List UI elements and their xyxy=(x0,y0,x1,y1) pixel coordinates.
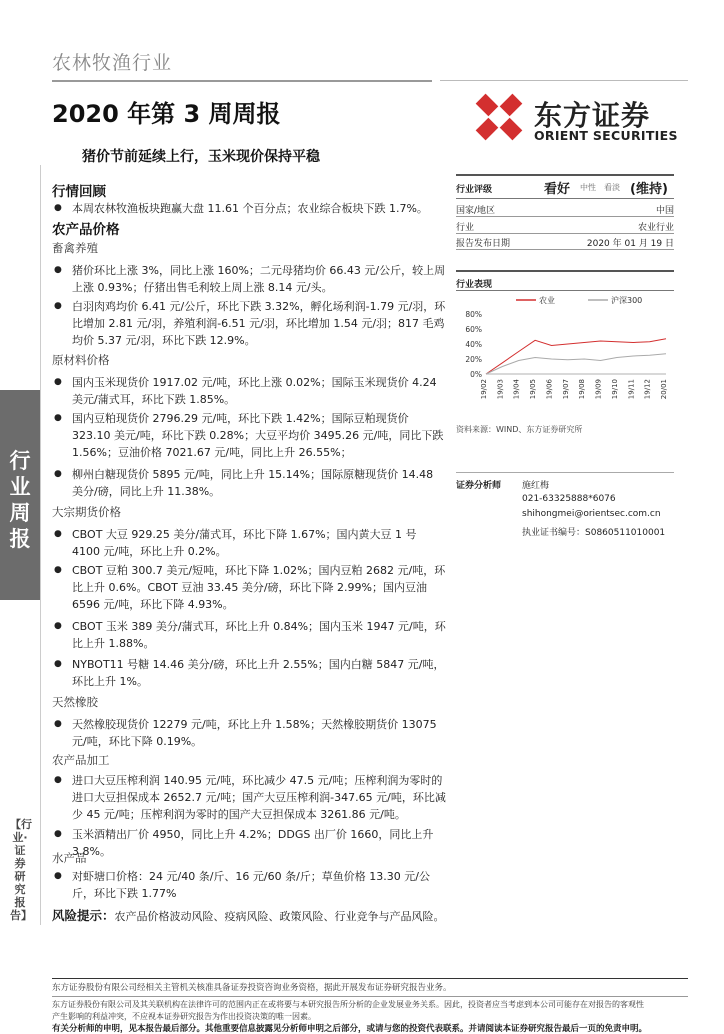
bullet-item xyxy=(54,656,447,690)
footer-line-2: 东方证券股份有限公司及其关联机构在法律许可的范围内正在或将要与本研究报告所分析的企业发展业务关系。因此，投资者应当考虑到本公司可能存在对报告的客观性 xyxy=(52,1000,644,1009)
sector-title: 农林牧渔行业 xyxy=(52,52,173,74)
footer-line-4-text: 有关分析师的申明，见本报告最后部分。其他重要信息披露见分析师申明之后部分，或请与您的投资代表联系。并请阅读本证券研究报告最后一页的免责申明。 xyxy=(52,1024,648,1034)
bullet-text: CBOT 玉米 389 美分/蒲式耳，环比上升 0.84%；国内玉米 1947 元/吨，环比上升 1.88%。 xyxy=(72,620,446,650)
bullet-dot-icon: ● xyxy=(54,871,62,881)
x-tick-label: 19/06 xyxy=(545,379,554,400)
bullet-item xyxy=(54,868,447,902)
bullet-dot-icon: ● xyxy=(54,377,62,387)
rating-keep: (维持) xyxy=(630,182,668,197)
x-tick-label: 19/09 xyxy=(594,379,603,400)
rating-mid: 中性 xyxy=(580,183,596,192)
analyst-label: 证券分析师 xyxy=(456,481,502,491)
bullet-item xyxy=(54,526,447,560)
logo-text-cn: 东方证券 xyxy=(534,99,651,132)
x-tick-label: 19/03 xyxy=(496,379,505,400)
bullet-dot-icon: ● xyxy=(54,469,62,479)
report-subtitle: 猪价节前延续上行，玉米现价保持平稳 xyxy=(82,149,320,165)
bullet-dot-icon: ● xyxy=(54,265,62,275)
header-rule xyxy=(52,80,432,82)
analyst-rule xyxy=(456,472,674,473)
y-tick-label: 60% xyxy=(465,325,482,334)
report-title: 2020 年第 3 周周报 xyxy=(52,100,281,128)
bullet-item xyxy=(54,410,447,461)
sub-aquatic: 水产品 xyxy=(52,851,87,865)
left-divider xyxy=(40,165,41,925)
section-prices: 农产品价格 xyxy=(52,222,120,238)
rating-main: 看好 xyxy=(544,182,571,197)
bullet-dot-icon: ● xyxy=(54,203,62,213)
bullet-text: 白羽肉鸡均价 6.41 元/公斤，环比下跌 3.32%，孵化场利润-1.79 元/羽，环比增加 2.81 元/羽，养殖利润-6.51 元/羽，环比增加 1.54 元/羽；817 毛鸡均价 5.37 元/羽，环比下跌 12.9%。 xyxy=(72,300,446,347)
side-label: 行业周报 xyxy=(9,449,31,551)
x-tick-label: 19/02 xyxy=(480,379,488,400)
info-rule xyxy=(456,233,674,234)
bullet-dot-icon: ● xyxy=(54,659,62,669)
bullet-item xyxy=(54,298,447,349)
bullet-item xyxy=(54,562,447,613)
footer-rule xyxy=(52,978,688,979)
date-label: 报告发布日期 xyxy=(456,239,511,249)
series-line-农业 xyxy=(486,339,666,374)
info-rule xyxy=(456,249,674,250)
bullet-dot-icon: ● xyxy=(54,529,62,539)
analyst-name: 施红梅 xyxy=(522,481,550,491)
bullet-text: CBOT 大豆 929.25 美分/蒲式耳，环比下降 1.67%；国内黄大豆 1 号 4100 元/吨，环比上升 0.2%。 xyxy=(72,528,417,558)
legend-label: 沪深300 xyxy=(611,296,643,305)
bullet-item xyxy=(54,374,447,408)
industry-label: 行业 xyxy=(456,223,475,233)
bullet-text: 进口大豆压榨利润 140.95 元/吨，环比减少 47.5 元/吨；压榨利润为零时的进口大豆担保成本 2652.7 元/吨；国产大豆压榨利润-347.65 元/吨，环比减少 45 元/吨；压榨利润为零时的国产大豆担保成本 3261.86 元/吨。 xyxy=(72,774,446,821)
bullet-dot-icon: ● xyxy=(54,565,62,575)
bullet-dot-icon: ● xyxy=(54,719,62,729)
bullet-text: 猪价环比上涨 3%，同比上涨 160%；二元母猪均价 66.43 元/公斤，较上周上涨 0.93%；仔猪出售毛利较上周上涨 8.14 元/头。 xyxy=(72,264,446,294)
bullet-item xyxy=(54,466,447,500)
bullet-item xyxy=(54,262,447,296)
rating-row xyxy=(456,174,674,199)
analyst-phone: 021-63325888*6076 xyxy=(522,494,616,504)
bullet-dot-icon: ● xyxy=(54,775,62,785)
date-value: 2020 年 01 月 19 日 xyxy=(586,239,674,249)
bullet-text: 天然橡胶现货价 12279 元/吨，环比上升 1.58%；天然橡胶期货价 13075 元/吨，环比下降 0.19%。 xyxy=(72,718,437,748)
header-rule-right xyxy=(440,80,688,81)
bullet-text: 柳州白糖现货价 5895 元/吨，同比上升 15.14%；国际原糖现货价 14.48 美分/磅，同比上升 11.38%。 xyxy=(72,468,434,498)
x-tick-label: 19/07 xyxy=(561,379,570,400)
chart-source: 资料来源：WIND、东方证券研究所 xyxy=(456,425,583,434)
sub-materials: 原材料价格 xyxy=(52,353,110,367)
footer-rule-2 xyxy=(52,996,688,997)
bullet-text: 玉米酒精出厂价 4950，同比上升 4.2%；DDGS 出厂价 1660，同比上升 3.8%。 xyxy=(72,828,434,858)
country-label: 国家/地区 xyxy=(456,206,496,216)
bullet-dot-icon: ● xyxy=(54,621,62,631)
bullet-text: 本周农林牧渔板块跑赢大盘 11.61 个百分点；农业综合板块下跌 1.7%。 xyxy=(72,202,428,215)
bullet-dot-icon: ● xyxy=(54,413,62,423)
rating-label: 行业评级 xyxy=(456,185,493,195)
bullet-item xyxy=(54,200,447,217)
bullet-item xyxy=(54,716,447,750)
rating-low: 看淡 xyxy=(604,183,620,192)
perf-header xyxy=(456,270,674,291)
legend-label: 农业 xyxy=(539,296,555,305)
footer-line-1: 东方证券股份有限公司经相关主管机关核准具备证券投资咨询业务资格，据此开展发布证券研究报告业务。 xyxy=(52,983,452,993)
risk-label: 风险提示： xyxy=(52,908,115,923)
bullet-dot-icon: ● xyxy=(54,829,62,839)
info-rule xyxy=(456,216,674,217)
x-tick-label: 19/04 xyxy=(512,379,521,400)
sub-futures: 大宗期货价格 xyxy=(52,505,121,519)
y-tick-label: 40% xyxy=(465,340,482,349)
y-tick-label: 0% xyxy=(470,370,482,379)
x-tick-label: 19/05 xyxy=(529,379,538,400)
country-value: 中国 xyxy=(655,206,674,216)
x-tick-label: 19/08 xyxy=(578,379,587,400)
bullet-text: 国内玉米现货价 1917.02 元/吨，环比上涨 0.02%；国际玉米现货价 4.24 美元/蒲式耳，环比下跌 1.85%。 xyxy=(72,376,437,406)
bullet-text: NYBOT11 号糖 14.46 美分/磅，环比上升 2.55%；国内白糖 5847 元/吨，环比上升 1%。 xyxy=(72,658,445,688)
y-tick-label: 80% xyxy=(465,310,482,319)
x-tick-label: 19/12 xyxy=(643,379,652,400)
bullet-dot-icon: ● xyxy=(54,301,62,311)
risk-line xyxy=(52,906,447,924)
orient-logo-icon xyxy=(470,88,528,146)
bullet-item xyxy=(54,618,447,652)
industry-performance-chart xyxy=(456,290,674,408)
logo-text-en: ORIENT SECURITIES xyxy=(534,128,678,143)
industry-value: 农业行业 xyxy=(637,223,674,233)
bullet-text: CBOT 豆粕 300.7 美元/短吨，环比下降 1.02%；国内豆粕 2682 元/吨，环比上升 0.6%。CBOT 豆油 33.45 美分/磅，环比下降 2.99%；国内豆油 6596 元/吨，环比下降 4.93%。 xyxy=(72,564,446,611)
bullet-item xyxy=(54,772,447,823)
series-line-沪深300 xyxy=(486,354,666,374)
bullet-text: 对虾塘口价格：24 元/40 条/斤、16 元/60 条/斤；草鱼价格 13.30 元/公斤，环比下跌 1.77% xyxy=(72,870,430,900)
perf-title: 行业表现 xyxy=(456,280,493,290)
side-bottom-label: 【行业·证券研究报告】 xyxy=(10,818,32,922)
risk-text: 农产品价格波动风险、疫病风险、政策风险、行业竞争与产品风险。 xyxy=(114,910,445,923)
x-tick-label: 19/11 xyxy=(627,379,636,400)
y-tick-label: 20% xyxy=(465,355,482,364)
x-tick-label: 19/10 xyxy=(610,379,619,400)
bullet-text: 国内豆粕现货价 2796.29 元/吨，环比下跌 1.42%；国际豆粕现货价 323.10 美元/吨，环比下跌 0.28%；大豆平均价 3495.26 元/吨，同比下跌 1.56%；豆油价格 7021.67 元/吨，同比上升 26.55%； xyxy=(72,412,444,459)
sub-rubber: 天然橡胶 xyxy=(52,695,98,709)
x-tick-label: 20/01 xyxy=(660,379,668,400)
sub-livestock: 畜禽养殖 xyxy=(52,241,98,255)
section-market-review: 行情回顾 xyxy=(52,184,106,200)
footer-line-3: 产生影响的利益冲突，不应视本证券研究报告为作出投资决策的唯一因素。 xyxy=(52,1012,316,1021)
analyst-email[interactable]: shihongmei@orientsec.com.cn xyxy=(522,509,661,519)
sub-processing: 农产品加工 xyxy=(52,753,110,767)
analyst-cert: 执业证书编号：S0860511010001 xyxy=(522,528,666,538)
